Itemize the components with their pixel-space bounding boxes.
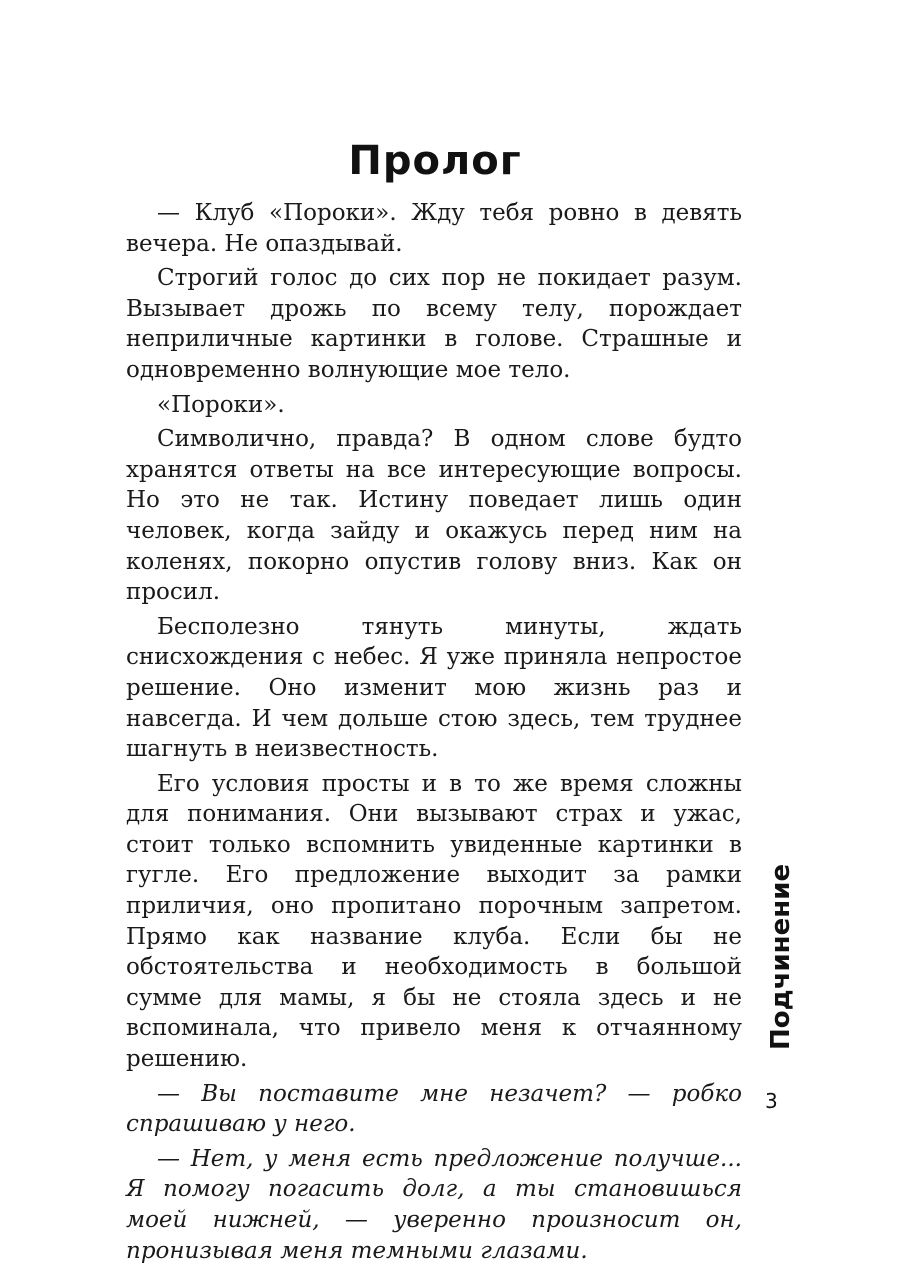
running-head: Подчинение — [766, 863, 796, 1050]
paragraph: Строгий голос до сих пор не покидает разум. Вызывает дрожь по всему телу, порождает неприличные картинки в голове. Страшные и одновременно волнующие мое тело. — [126, 265, 742, 383]
page-number: 3 — [765, 1089, 778, 1113]
body-text — [126, 198, 742, 1266]
paragraph-dialogue: — Нет, у меня есть предложение получше... Я помогу погасить долг, а ты становишься моей нижней, — уверенно произносит он, пронизывая меня темными глазами. — [126, 1145, 742, 1264]
paragraph: — Клуб «Пороки». Жду тебя ровно в девять вечера. Не опаздывай. — [126, 200, 742, 257]
paragraph: Его условия просты и в то же время сложны для понимания. Они вызывают страх и ужас, стоит только вспомнить увиденные картинки в гугле. Его предложение выходит за рамки приличия, оно пропитано порочным запретом. Прямо как название клуба. Если бы не обстоятельства и необходимость в большой сумме для мамы, я бы не стояла здесь и не вспоминала, что привело меня к отчаянному решению. — [126, 770, 742, 1073]
chapter-title: Пролог — [348, 138, 522, 184]
paragraph-dialogue: — Вы поставите мне незачет? — робко спрашиваю у него. — [126, 1080, 742, 1138]
paragraph: Символично, правда? В одном слове будто хранятся ответы на все интересующие вопросы. Но это не так. Истину поведает лишь один человек, когда зайду и окажусь перед ним на коленях, покорно опустив голову вниз. Как он просил. — [126, 426, 742, 606]
paragraph: «Пороки». — [157, 391, 285, 418]
paragraph: Бесполезно тянуть минуты, ждать снисхождения с небес. Я уже приняла непростое решение. Оно изменит мою жизнь раз и навсегда. И чем дольше стою здесь, тем труднее шагнуть в неизвестность. — [126, 613, 742, 763]
